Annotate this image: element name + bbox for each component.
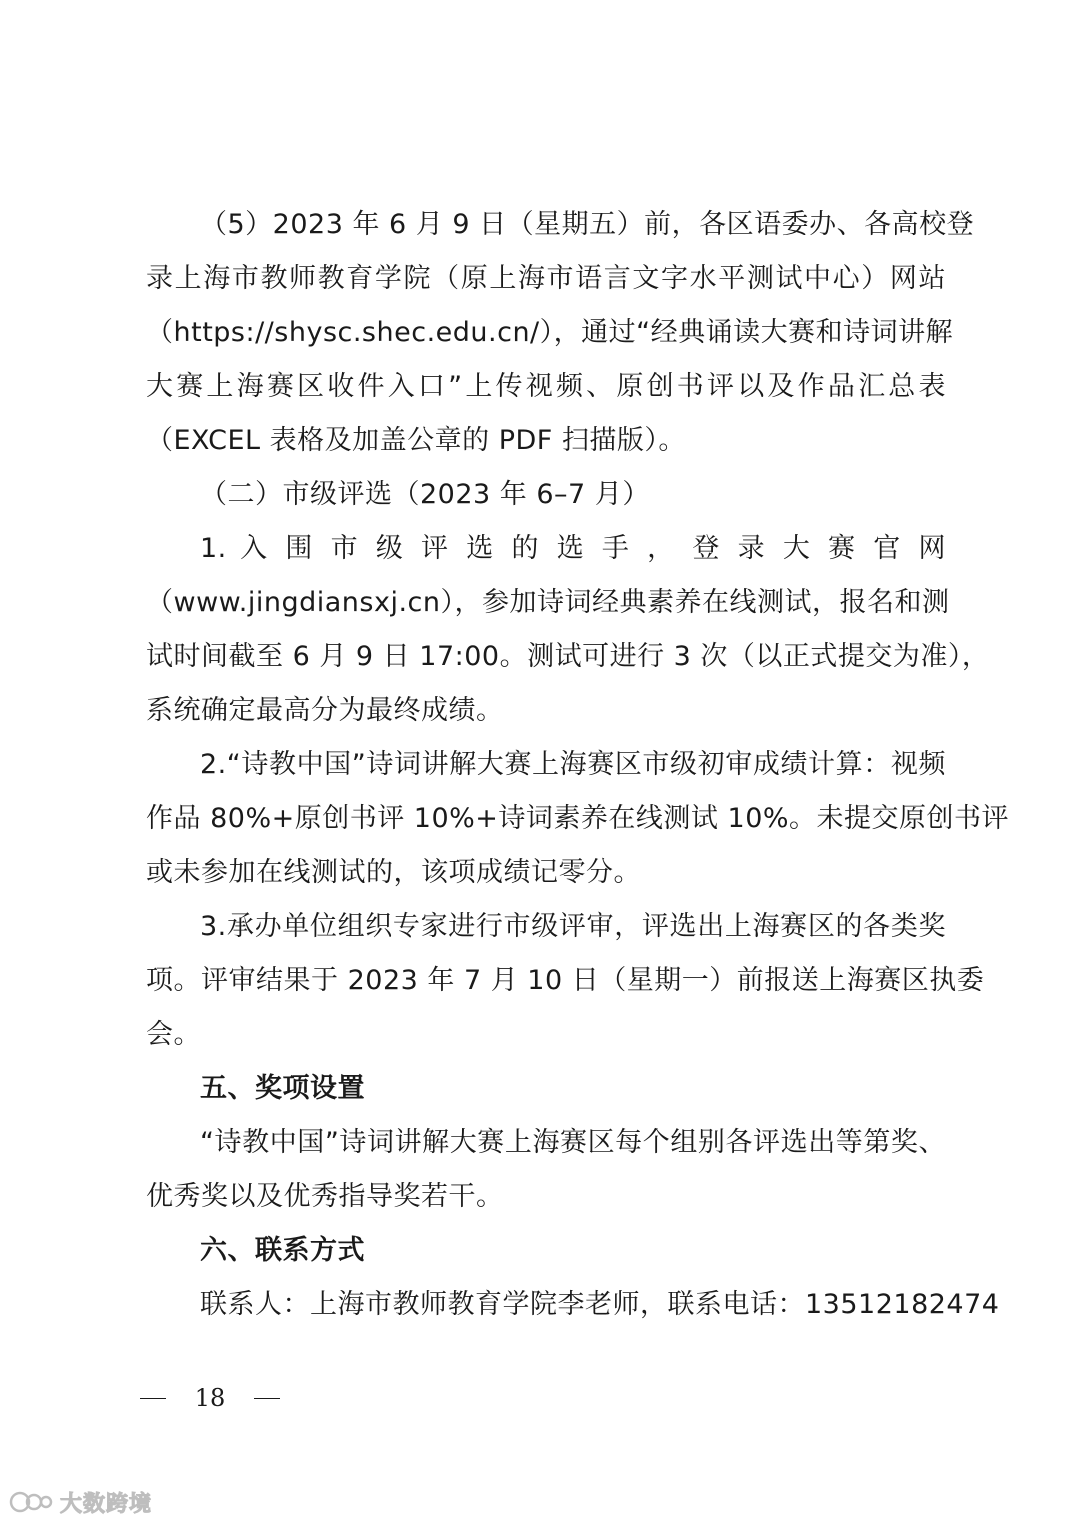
paragraph-line: 作品 80%+原创书评 10%+诗词素养在线测试 10%。未提交原创书评 [146, 803, 1010, 834]
paragraph-line: 项。评审结果于 2023 年 7 月 10 日（星期一）前报送上海赛区执委 [146, 965, 985, 996]
paragraph-line: 录上海市教师教育学院（原上海市语言文字水平测试中心）网站 [146, 263, 946, 294]
paragraph-line: 3.承办单位组织专家进行市级评审，评选出上海赛区的各类奖 [200, 911, 946, 942]
section-heading: 五、奖项设置 [200, 1073, 365, 1104]
page-number [140, 1381, 280, 1415]
contact-line: 联系人：上海市教师教育学院李老师，联系电话：13512182474 [200, 1289, 1000, 1320]
watermark-logo-icon [8, 1488, 54, 1516]
paragraph-line: （https://shysc.shec.edu.cn/），通过“经典诵读大赛和诗词讲解 [146, 317, 954, 348]
section-heading: 六、联系方式 [200, 1235, 365, 1266]
paragraph-line: 优秀奖以及优秀指导奖若干。 [146, 1181, 504, 1212]
paragraph-line: （5）2023 年 6 月 9 日（星期五）前，各区语委办、各高校登 [200, 209, 975, 240]
watermark-text: 大数跨境 [60, 1491, 153, 1517]
paragraph-line: 2.“诗教中国”诗词讲解大赛上海赛区市级初审成绩计算：视频 [200, 749, 946, 780]
dash-left [140, 1398, 166, 1399]
paragraph-line: 或未参加在线测试的，该项成绩记零分。 [146, 857, 641, 888]
paragraph-line: 会。 [146, 1019, 201, 1050]
watermark [8, 1486, 152, 1518]
paragraph-line: （EXCEL 表格及加盖公章的 PDF 扫描版）。 [146, 425, 686, 456]
paragraph-line: 试时间截至 6 月 9 日 17:00。测试可进行 3 次（以正式提交为准）， [146, 641, 990, 672]
dash-right [254, 1398, 280, 1399]
paragraph-line: 系统确定最高分为最终成绩。 [146, 695, 504, 726]
paragraph-line: “诗教中国”诗词讲解大赛上海赛区每个组别各评选出等第奖、 [200, 1127, 946, 1158]
page-number-text: 18 [194, 1384, 226, 1412]
subsection-heading: （二）市级评选（2023 年 6–7 月） [200, 479, 650, 510]
paragraph-line: （www.jingdiansxj.cn），参加诗词经典素养在线测试，报名和测 [146, 587, 950, 618]
paragraph-line: 大赛上海赛区收件入口”上传视频、原创书评以及作品汇总表 [146, 371, 946, 402]
paragraph-line: 1. 入 围 市 级 评 选 的 选 手 ， 登 录 大 赛 官 网 [200, 533, 946, 564]
